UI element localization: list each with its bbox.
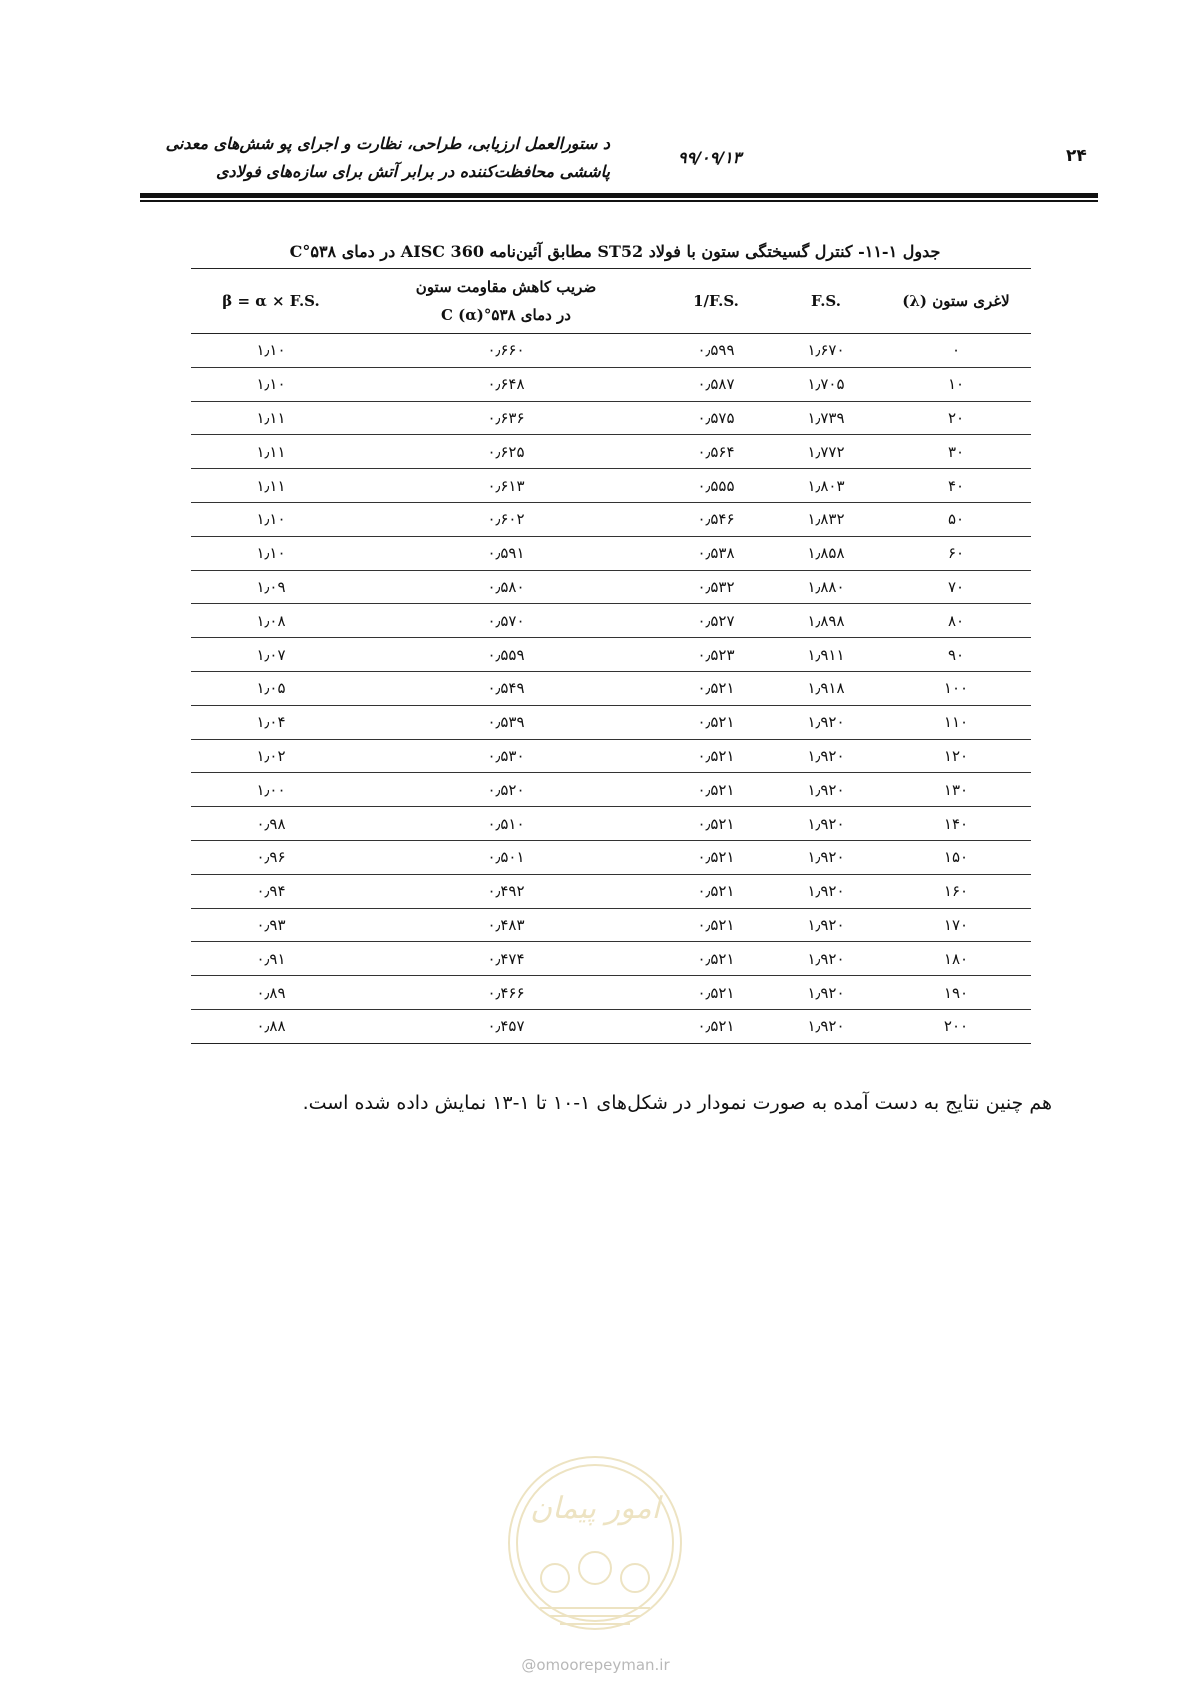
cell-inv-fs: ۰٫۵۶۴ — [661, 435, 771, 469]
cell-fs: ۱٫۹۲۰ — [771, 773, 881, 807]
cell-beta: ۱٫۰۷ — [191, 638, 351, 672]
cell-beta: ۱٫۱۱ — [191, 401, 351, 435]
cell-slenderness: ۱۶۰ — [881, 874, 1031, 908]
cell-slenderness: ۱۲۰ — [881, 739, 1031, 773]
header-title-line2: پاششی محافظت‌کننده در برابر آتش برای سازه‌های فولادی — [216, 162, 610, 181]
table-row — [191, 739, 1031, 773]
header-rule-thin — [140, 200, 1098, 202]
cell-beta: ۰٫۹۶ — [191, 840, 351, 874]
cell-fs: ۱٫۹۲۰ — [771, 908, 881, 942]
cell-inv-fs: ۰٫۵۹۹ — [661, 334, 771, 368]
header-alpha-line2: در دمای ۵۳۸°C (α) — [441, 306, 571, 324]
cell-fs: ۱٫۹۱۸ — [771, 671, 881, 705]
header-date: ۹۹/۰۹/۱۳ — [678, 148, 742, 167]
cell-fs: ۱٫۸۸۰ — [771, 570, 881, 604]
cell-slenderness: ۸۰ — [881, 604, 1031, 638]
cell-beta: ۱٫۰۴ — [191, 705, 351, 739]
table-row — [191, 502, 1031, 536]
cell-beta: ۱٫۰۹ — [191, 570, 351, 604]
cell-slenderness: ۰ — [881, 334, 1031, 368]
watermark-inner-ring — [517, 1465, 673, 1621]
cell-slenderness: ۶۰ — [881, 536, 1031, 570]
cell-alpha: ۰٫۵۳۹ — [351, 705, 661, 739]
cell-beta: ۱٫۰۵ — [191, 671, 351, 705]
table-row — [191, 840, 1031, 874]
cell-inv-fs: ۰٫۵۸۷ — [661, 367, 771, 401]
cell-alpha: ۰٫۵۹۱ — [351, 536, 661, 570]
cell-fs: ۱٫۷۷۲ — [771, 435, 881, 469]
cell-fs: ۱٫۸۳۲ — [771, 502, 881, 536]
cell-inv-fs: ۰٫۵۵۵ — [661, 469, 771, 503]
cell-beta: ۰٫۸۹ — [191, 976, 351, 1010]
cell-slenderness: ۱۸۰ — [881, 942, 1031, 976]
header-alpha — [351, 269, 661, 334]
cell-fs: ۱٫۹۲۰ — [771, 705, 881, 739]
header-beta: β = α × F.S. — [191, 269, 351, 334]
header-title-line1: د ستورالعمل ارزیابی، طراحی، نظارت و اجرای پو شش‌های معدنی — [165, 134, 610, 153]
cell-inv-fs: ۰٫۵۲۱ — [661, 739, 771, 773]
table-caption: جدول ۱-۱۱- کنترل گسیختگی ستون با فولاد ST52 مطابق آئین‌نامه AISC 360 در دمای ۵۳۸°C — [289, 242, 941, 261]
table-row — [191, 367, 1031, 401]
cell-beta: ۱٫۱۰ — [191, 334, 351, 368]
cell-alpha: ۰٫۴۹۲ — [351, 874, 661, 908]
table-row — [191, 401, 1031, 435]
page-number: ۲۴ — [1066, 146, 1087, 166]
table-row — [191, 942, 1031, 976]
cell-inv-fs: ۰٫۵۳۸ — [661, 536, 771, 570]
cell-fs: ۱٫۸۰۳ — [771, 469, 881, 503]
cell-slenderness: ۱۹۰ — [881, 976, 1031, 1010]
watermark-site: @omoorepeyman.ir — [521, 1656, 670, 1674]
cell-alpha: ۰٫۴۵۷ — [351, 1009, 661, 1043]
cell-inv-fs: ۰٫۵۴۶ — [661, 502, 771, 536]
table-row — [191, 874, 1031, 908]
cell-beta: ۱٫۱۰ — [191, 367, 351, 401]
table-row — [191, 773, 1031, 807]
cell-slenderness: ۲۰۰ — [881, 1009, 1031, 1043]
header-alpha-line1: ضریب کاهش مقاومت ستون — [415, 278, 597, 296]
table-row — [191, 908, 1031, 942]
cell-fs: ۱٫۹۲۰ — [771, 874, 881, 908]
cell-beta: ۱٫۰۰ — [191, 773, 351, 807]
cell-alpha: ۰٫۵۵۹ — [351, 638, 661, 672]
cell-fs: ۱٫۹۲۰ — [771, 840, 881, 874]
watermark-logo-text: امور پیمان — [530, 1491, 660, 1526]
table-row — [191, 705, 1031, 739]
cell-alpha: ۰٫۶۳۶ — [351, 401, 661, 435]
cell-slenderness: ۲۰ — [881, 401, 1031, 435]
table-header-row — [191, 269, 1031, 334]
table-row — [191, 807, 1031, 841]
table-body — [191, 334, 1031, 1044]
cell-inv-fs: ۰٫۵۲۱ — [661, 908, 771, 942]
cell-inv-fs: ۰٫۵۲۱ — [661, 1009, 771, 1043]
cell-fs: ۱٫۸۵۸ — [771, 536, 881, 570]
cell-fs: ۱٫۶۷۰ — [771, 334, 881, 368]
cell-slenderness: ۱۰۰ — [881, 671, 1031, 705]
cell-beta: ۱٫۱۰ — [191, 502, 351, 536]
cell-slenderness: ۱۷۰ — [881, 908, 1031, 942]
cell-fs: ۱٫۷۰۵ — [771, 367, 881, 401]
cell-fs: ۱٫۹۲۰ — [771, 942, 881, 976]
cell-inv-fs: ۰٫۵۲۱ — [661, 874, 771, 908]
header-inv-fs: 1/F.S. — [661, 269, 771, 334]
cell-alpha: ۰٫۶۰۲ — [351, 502, 661, 536]
cell-beta: ۰٫۹۱ — [191, 942, 351, 976]
cell-alpha: ۰٫۵۰۱ — [351, 840, 661, 874]
watermark-logo — [500, 1448, 690, 1648]
cell-alpha: ۰٫۶۲۵ — [351, 435, 661, 469]
cell-beta: ۱٫۱۱ — [191, 435, 351, 469]
cell-inv-fs: ۰٫۵۲۱ — [661, 976, 771, 1010]
cell-slenderness: ۴۰ — [881, 469, 1031, 503]
cell-alpha: ۰٫۶۶۰ — [351, 334, 661, 368]
table-row — [191, 435, 1031, 469]
cell-inv-fs: ۰٫۵۲۷ — [661, 604, 771, 638]
table-row — [191, 976, 1031, 1010]
table-row — [191, 570, 1031, 604]
cell-inv-fs: ۰٫۵۲۱ — [661, 840, 771, 874]
cell-alpha: ۰٫۴۷۴ — [351, 942, 661, 976]
cell-inv-fs: ۰٫۵۷۵ — [661, 401, 771, 435]
cell-inv-fs: ۰٫۵۲۱ — [661, 942, 771, 976]
header-slenderness: لاغری ستون (λ) — [881, 269, 1031, 334]
table-row — [191, 1009, 1031, 1043]
cell-slenderness: ۱۳۰ — [881, 773, 1031, 807]
table-row — [191, 671, 1031, 705]
cell-inv-fs: ۰٫۵۲۱ — [661, 773, 771, 807]
cell-beta: ۰٫۹۳ — [191, 908, 351, 942]
table-row — [191, 334, 1031, 368]
watermark-right-gear-icon — [621, 1564, 649, 1592]
header-fs: F.S. — [771, 269, 881, 334]
cell-alpha: ۰٫۴۸۳ — [351, 908, 661, 942]
cell-inv-fs: ۰٫۵۲۱ — [661, 671, 771, 705]
cell-slenderness: ۷۰ — [881, 570, 1031, 604]
table-row — [191, 638, 1031, 672]
table-row — [191, 536, 1031, 570]
cell-inv-fs: ۰٫۵۳۲ — [661, 570, 771, 604]
cell-slenderness: ۱۰ — [881, 367, 1031, 401]
cell-fs: ۱٫۹۲۰ — [771, 1009, 881, 1043]
cell-fs: ۱٫۸۹۸ — [771, 604, 881, 638]
cell-fs: ۱٫۷۳۹ — [771, 401, 881, 435]
watermark-center-gear-icon — [579, 1552, 611, 1584]
watermark-left-gear-icon — [541, 1564, 569, 1592]
cell-alpha: ۰٫۵۸۰ — [351, 570, 661, 604]
cell-beta: ۱٫۰۸ — [191, 604, 351, 638]
cell-beta: ۱٫۱۰ — [191, 536, 351, 570]
cell-inv-fs: ۰٫۵۲۱ — [661, 705, 771, 739]
cell-beta: ۱٫۱۱ — [191, 469, 351, 503]
cell-fs: ۱٫۹۲۰ — [771, 976, 881, 1010]
cell-alpha: ۰٫۵۳۰ — [351, 739, 661, 773]
cell-fs: ۱٫۹۲۰ — [771, 807, 881, 841]
cell-slenderness: ۵۰ — [881, 502, 1031, 536]
cell-fs: ۱٫۹۱۱ — [771, 638, 881, 672]
cell-slenderness: ۱۱۰ — [881, 705, 1031, 739]
cell-alpha: ۰٫۶۴۸ — [351, 367, 661, 401]
cell-beta: ۱٫۰۲ — [191, 739, 351, 773]
body-paragraph: هم چنین نتایج به دست آمده به صورت نمودار در شکل‌های ۱-۱۰ تا ۱-۱۳ نمایش داده شده است. — [302, 1092, 1052, 1114]
cell-slenderness: ۱۵۰ — [881, 840, 1031, 874]
header-rule-thick — [140, 193, 1098, 198]
table-row — [191, 469, 1031, 503]
cell-alpha: ۰٫۵۴۹ — [351, 671, 661, 705]
cell-beta: ۰٫۹۴ — [191, 874, 351, 908]
cell-slenderness: ۳۰ — [881, 435, 1031, 469]
cell-alpha: ۰٫۵۲۰ — [351, 773, 661, 807]
cell-alpha: ۰٫۴۶۶ — [351, 976, 661, 1010]
table-row — [191, 604, 1031, 638]
cell-slenderness: ۹۰ — [881, 638, 1031, 672]
cell-alpha: ۰٫۶۱۳ — [351, 469, 661, 503]
cell-slenderness: ۱۴۰ — [881, 807, 1031, 841]
cell-alpha: ۰٫۵۱۰ — [351, 807, 661, 841]
cell-fs: ۱٫۹۲۰ — [771, 739, 881, 773]
cell-beta: ۰٫۸۸ — [191, 1009, 351, 1043]
cell-beta: ۰٫۹۸ — [191, 807, 351, 841]
header-title — [140, 130, 610, 186]
cell-inv-fs: ۰٫۵۲۱ — [661, 807, 771, 841]
watermark-outer-ring — [509, 1457, 681, 1629]
cell-inv-fs: ۰٫۵۲۳ — [661, 638, 771, 672]
data-table — [191, 268, 1031, 1044]
cell-alpha: ۰٫۵۷۰ — [351, 604, 661, 638]
